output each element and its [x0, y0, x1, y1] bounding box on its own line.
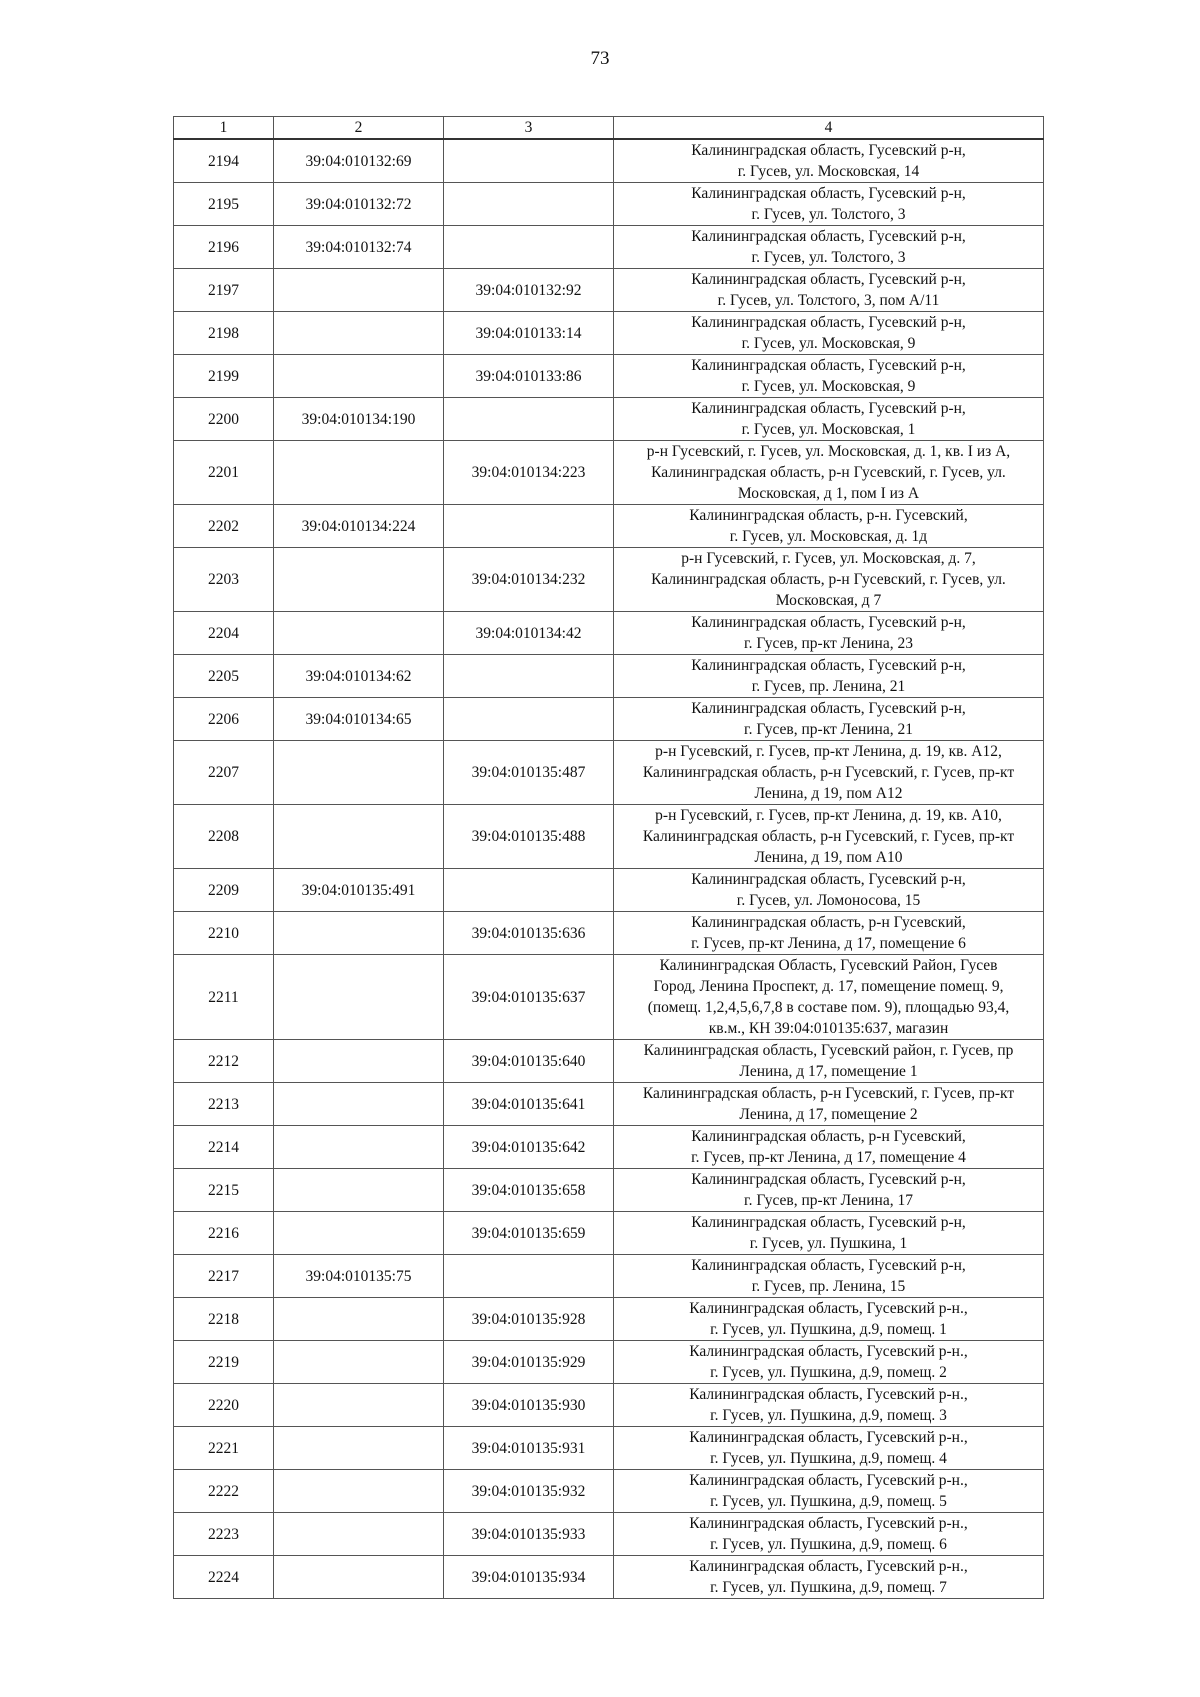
address-cell: Калининградская область, Гусевский р-н, г. Гусев, ул. Московская, 9	[614, 312, 1044, 355]
address-cell: Калининградская область, Гусевский р-н., г. Гусев, ул. Пушкина, д.9, помещ. 1	[614, 1298, 1044, 1341]
row-number-cell: 2202	[174, 505, 274, 548]
table-row	[174, 869, 1044, 912]
address-cell: Калининградская область, Гусевский р-н, г. Гусев, ул. Толстого, 3	[614, 226, 1044, 269]
cadastral-number-cell	[274, 548, 444, 612]
cadastral-number-cell	[274, 1427, 444, 1470]
cadastral-number-cell	[274, 441, 444, 505]
row-number-cell: 2200	[174, 398, 274, 441]
address-cell: Калининградская область, Гусевский р-н, г. Гусев, пр. Ленина, 21	[614, 655, 1044, 698]
building-cadastral-number-cell	[444, 1255, 614, 1298]
address-cell: Калининградская область, Гусевский р-н, г. Гусев, ул. Пушкина, 1	[614, 1212, 1044, 1255]
cadastral-number-cell: 39:04:010132:72	[274, 183, 444, 226]
building-cadastral-number-cell	[444, 869, 614, 912]
cadastral-number-cell	[274, 741, 444, 805]
row-number-cell: 2215	[174, 1169, 274, 1212]
building-cadastral-number-cell: 39:04:010134:232	[444, 548, 614, 612]
row-number-cell: 2208	[174, 805, 274, 869]
address-cell: Калининградская область, Гусевский р-н, г. Гусев, ул. Московская, 14	[614, 139, 1044, 183]
address-cell: Калининградская область, Гусевский р-н., г. Гусев, ул. Пушкина, д.9, помещ. 6	[614, 1513, 1044, 1556]
row-number-cell: 2224	[174, 1556, 274, 1599]
table-row	[174, 441, 1044, 505]
table-row	[174, 312, 1044, 355]
building-cadastral-number-cell: 39:04:010135:659	[444, 1212, 614, 1255]
address-cell: Калининградская область, Гусевский район, г. Гусев, пр Ленина, д 17, помещение 1	[614, 1040, 1044, 1083]
table-row	[174, 183, 1044, 226]
row-number-cell: 2220	[174, 1384, 274, 1427]
row-number-cell: 2198	[174, 312, 274, 355]
table-row	[174, 139, 1044, 183]
cadastral-number-cell	[274, 612, 444, 655]
row-number-cell: 2212	[174, 1040, 274, 1083]
row-number-cell: 2213	[174, 1083, 274, 1126]
address-cell: Калининградская область, р-н Гусевский, г. Гусев, пр-кт Ленина, д 17, помещение 4	[614, 1126, 1044, 1169]
building-cadastral-number-cell	[444, 655, 614, 698]
table-row	[174, 912, 1044, 955]
cadastral-number-cell: 39:04:010134:190	[274, 398, 444, 441]
property-registry-table	[173, 116, 1044, 1599]
building-cadastral-number-cell: 39:04:010135:640	[444, 1040, 614, 1083]
table-row	[174, 1384, 1044, 1427]
cadastral-number-cell	[274, 1169, 444, 1212]
table-body	[174, 139, 1044, 1599]
cadastral-number-cell: 39:04:010134:224	[274, 505, 444, 548]
cadastral-number-cell: 39:04:010135:75	[274, 1255, 444, 1298]
row-number-cell: 2210	[174, 912, 274, 955]
row-number-cell: 2223	[174, 1513, 274, 1556]
building-cadastral-number-cell	[444, 183, 614, 226]
address-cell: р-н Гусевский, г. Гусев, ул. Московская, д. 7, Калининградская область, р-н Гусевский, г. Гусев, ул. Московская, д 7	[614, 548, 1044, 612]
table-row	[174, 398, 1044, 441]
address-cell: Калининградская область, Гусевский р-н, г. Гусев, ул. Толстого, 3, пом А/11	[614, 269, 1044, 312]
table-row	[174, 1556, 1044, 1599]
table-row	[174, 1255, 1044, 1298]
building-cadastral-number-cell: 39:04:010135:930	[444, 1384, 614, 1427]
building-cadastral-number-cell	[444, 698, 614, 741]
building-cadastral-number-cell: 39:04:010135:487	[444, 741, 614, 805]
building-cadastral-number-cell: 39:04:010135:636	[444, 912, 614, 955]
row-number-cell: 2216	[174, 1212, 274, 1255]
table-row	[174, 612, 1044, 655]
cadastral-number-cell	[274, 1212, 444, 1255]
building-cadastral-number-cell: 39:04:010135:642	[444, 1126, 614, 1169]
building-cadastral-number-cell: 39:04:010135:933	[444, 1513, 614, 1556]
address-cell: р-н Гусевский, г. Гусев, ул. Московская, д. 1, кв. I из А, Калининградская область, р-н Гусевский, г. Гусев, ул. Московская, д 1, пом I из А	[614, 441, 1044, 505]
address-cell: Калининградская область, Гусевский р-н, г. Гусев, пр-кт Ленина, 17	[614, 1169, 1044, 1212]
building-cadastral-number-cell: 39:04:010134:223	[444, 441, 614, 505]
row-number-cell: 2197	[174, 269, 274, 312]
address-cell: р-н Гусевский, г. Гусев, пр-кт Ленина, д. 19, кв. А10, Калининградская область, р-н Гусевский, г. Гусев, пр-кт Ленина, д 19, пом А10	[614, 805, 1044, 869]
row-number-cell: 2194	[174, 139, 274, 183]
table-row	[174, 1427, 1044, 1470]
address-cell: Калининградская область, Гусевский р-н, г. Гусев, пр-кт Ленина, 23	[614, 612, 1044, 655]
cadastral-number-cell	[274, 1470, 444, 1513]
cadastral-number-cell: 39:04:010134:62	[274, 655, 444, 698]
table-row	[174, 741, 1044, 805]
cadastral-number-cell	[274, 312, 444, 355]
address-cell: Калининградская область, Гусевский р-н., г. Гусев, ул. Пушкина, д.9, помещ. 3	[614, 1384, 1044, 1427]
cadastral-number-cell	[274, 1384, 444, 1427]
column-header-1: 1	[174, 117, 274, 140]
table-row	[174, 655, 1044, 698]
building-cadastral-number-cell: 39:04:010133:86	[444, 355, 614, 398]
table-header	[174, 117, 1044, 140]
building-cadastral-number-cell: 39:04:010135:658	[444, 1169, 614, 1212]
row-number-cell: 2218	[174, 1298, 274, 1341]
table-row	[174, 1126, 1044, 1169]
cadastral-number-cell	[274, 1341, 444, 1384]
cadastral-number-cell: 39:04:010135:491	[274, 869, 444, 912]
table-row	[174, 1083, 1044, 1126]
address-cell: Калининградская область, Гусевский р-н, г. Гусев, ул. Московская, 1	[614, 398, 1044, 441]
address-cell: Калининградская область, Гусевский р-н., г. Гусев, ул. Пушкина, д.9, помещ. 5	[614, 1470, 1044, 1513]
cadastral-number-cell: 39:04:010132:74	[274, 226, 444, 269]
building-cadastral-number-cell	[444, 139, 614, 183]
address-cell: Калининградская область, р-н Гусевский, г. Гусев, пр-кт Ленина, д 17, помещение 6	[614, 912, 1044, 955]
cadastral-number-cell	[274, 1126, 444, 1169]
address-cell: Калининградская область, Гусевский р-н, г. Гусев, пр. Ленина, 15	[614, 1255, 1044, 1298]
row-number-cell: 2199	[174, 355, 274, 398]
row-number-cell: 2219	[174, 1341, 274, 1384]
address-cell: Калининградская область, р-н. Гусевский, г. Гусев, ул. Московская, д. 1д	[614, 505, 1044, 548]
table-row	[174, 805, 1044, 869]
table-row	[174, 1341, 1044, 1384]
address-cell: Калининградская область, Гусевский р-н, г. Гусев, ул. Московская, 9	[614, 355, 1044, 398]
table-row	[174, 226, 1044, 269]
address-cell: р-н Гусевский, г. Гусев, пр-кт Ленина, д. 19, кв. А12, Калининградская область, р-н Гусевский, г. Гусев, пр-кт Ленина, д 19, пом А12	[614, 741, 1044, 805]
cadastral-number-cell: 39:04:010134:65	[274, 698, 444, 741]
table-row	[174, 505, 1044, 548]
row-number-cell: 2207	[174, 741, 274, 805]
building-cadastral-number-cell: 39:04:010135:641	[444, 1083, 614, 1126]
table-row	[174, 548, 1044, 612]
row-number-cell: 2201	[174, 441, 274, 505]
column-header-3: 3	[444, 117, 614, 140]
row-number-cell: 2217	[174, 1255, 274, 1298]
row-number-cell: 2221	[174, 1427, 274, 1470]
building-cadastral-number-cell: 39:04:010135:929	[444, 1341, 614, 1384]
table-row	[174, 955, 1044, 1040]
address-cell: Калининградская область, Гусевский р-н, г. Гусев, пр-кт Ленина, 21	[614, 698, 1044, 741]
page-number: 73	[590, 48, 610, 69]
table-row	[174, 1169, 1044, 1212]
building-cadastral-number-cell: 39:04:010135:928	[444, 1298, 614, 1341]
building-cadastral-number-cell	[444, 398, 614, 441]
cadastral-number-cell	[274, 355, 444, 398]
table-row	[174, 1298, 1044, 1341]
address-cell: Калининградская область, Гусевский р-н, г. Гусев, ул. Ломоносова, 15	[614, 869, 1044, 912]
header-row	[174, 117, 1044, 140]
address-cell: Калининградская область, р-н Гусевский, г. Гусев, пр-кт Ленина, д 17, помещение 2	[614, 1083, 1044, 1126]
address-cell: Калининградская область, Гусевский р-н., г. Гусев, ул. Пушкина, д.9, помещ. 4	[614, 1427, 1044, 1470]
building-cadastral-number-cell: 39:04:010135:934	[444, 1556, 614, 1599]
building-cadastral-number-cell	[444, 505, 614, 548]
row-number-cell: 2211	[174, 955, 274, 1040]
cadastral-number-cell: 39:04:010132:69	[274, 139, 444, 183]
building-cadastral-number-cell: 39:04:010135:637	[444, 955, 614, 1040]
cadastral-number-cell	[274, 805, 444, 869]
address-cell: Калининградская область, Гусевский р-н., г. Гусев, ул. Пушкина, д.9, помещ. 7	[614, 1556, 1044, 1599]
column-header-2: 2	[274, 117, 444, 140]
row-number-cell: 2209	[174, 869, 274, 912]
column-header-4: 4	[614, 117, 1044, 140]
building-cadastral-number-cell: 39:04:010134:42	[444, 612, 614, 655]
table-row	[174, 269, 1044, 312]
address-cell: Калининградская Область, Гусевский Район, Гусев Город, Ленина Проспект, д. 17, помещение помещ. 9, (помещ. 1,2,4,5,6,7,8 в составе пом. 9), площадью 93,4, кв.м., КН 39:04:010135:637, магазин	[614, 955, 1044, 1040]
cadastral-number-cell	[274, 1556, 444, 1599]
building-cadastral-number-cell: 39:04:010132:92	[444, 269, 614, 312]
row-number-cell: 2195	[174, 183, 274, 226]
cadastral-number-cell	[274, 1040, 444, 1083]
cadastral-number-cell	[274, 1513, 444, 1556]
building-cadastral-number-cell: 39:04:010135:488	[444, 805, 614, 869]
cadastral-number-cell	[274, 1083, 444, 1126]
building-cadastral-number-cell: 39:04:010135:932	[444, 1470, 614, 1513]
building-cadastral-number-cell: 39:04:010133:14	[444, 312, 614, 355]
cadastral-number-cell	[274, 912, 444, 955]
row-number-cell: 2203	[174, 548, 274, 612]
table-row	[174, 1212, 1044, 1255]
row-number-cell: 2196	[174, 226, 274, 269]
cadastral-number-cell	[274, 1298, 444, 1341]
table-row	[174, 1513, 1044, 1556]
table-row	[174, 355, 1044, 398]
row-number-cell: 2214	[174, 1126, 274, 1169]
address-cell: Калининградская область, Гусевский р-н., г. Гусев, ул. Пушкина, д.9, помещ. 2	[614, 1341, 1044, 1384]
table-row	[174, 1470, 1044, 1513]
cadastral-number-cell	[274, 955, 444, 1040]
building-cadastral-number-cell	[444, 226, 614, 269]
table-row	[174, 1040, 1044, 1083]
cadastral-number-cell	[274, 269, 444, 312]
building-cadastral-number-cell: 39:04:010135:931	[444, 1427, 614, 1470]
row-number-cell: 2205	[174, 655, 274, 698]
address-cell: Калининградская область, Гусевский р-н, г. Гусев, ул. Толстого, 3	[614, 183, 1044, 226]
table-row	[174, 698, 1044, 741]
row-number-cell: 2222	[174, 1470, 274, 1513]
row-number-cell: 2204	[174, 612, 274, 655]
row-number-cell: 2206	[174, 698, 274, 741]
